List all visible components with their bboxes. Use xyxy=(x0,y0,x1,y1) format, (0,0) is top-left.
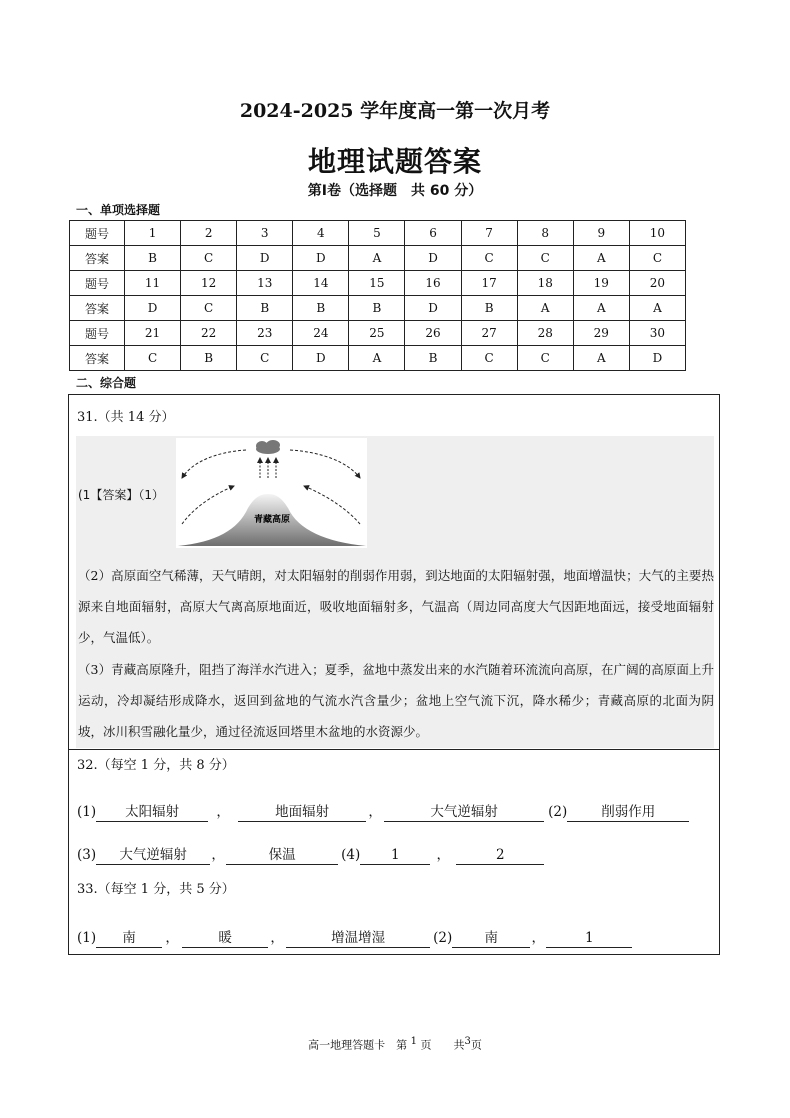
plateau-label: 青藏高原 xyxy=(253,515,291,525)
answer-cell: C xyxy=(237,346,293,371)
q32-blank8: 2 xyxy=(456,847,544,865)
answer-cell: A xyxy=(349,246,405,271)
answer-table-row xyxy=(70,221,686,246)
answer-cell: D xyxy=(405,296,461,321)
row-label: 题号 xyxy=(70,221,125,246)
answer-cell: 4 xyxy=(293,221,349,246)
answer-cell: 25 xyxy=(349,321,405,346)
q32-blank3: 大气逆辐射 xyxy=(384,804,544,822)
q31-answer-part2: （2）高原面空气稀薄，天气晴朗，对太阳辐射的削弱作用弱，到达地面的太阳辐射强，地面增温快；大气的主要热源来自地面辐射，高原大气离高原地面近，吸收地面辐射多，气温高（周边同高度大气因距地面远，接受地面辐射少，气温低）。 xyxy=(78,568,714,645)
answer-cell: 24 xyxy=(293,321,349,346)
answer-cell: 2 xyxy=(181,221,237,246)
footer-suffix: 页 xyxy=(470,1038,482,1052)
footer-total-pages: 3 xyxy=(464,1036,471,1047)
answer-cell: A xyxy=(573,246,629,271)
row-label: 答案 xyxy=(70,346,125,371)
footer-prefix: 高一地理答题卡 第 xyxy=(308,1038,408,1052)
rising-air-arrows xyxy=(260,458,276,478)
row-label: 答案 xyxy=(70,246,125,271)
answer-cell: B xyxy=(181,346,237,371)
answer-cell: C xyxy=(181,246,237,271)
q33-blank4: 南 xyxy=(452,930,530,948)
q32-header: 32.（每空 1 分，共 8 分） xyxy=(77,758,235,773)
answer-cell: 1 xyxy=(125,221,181,246)
answer-cell: 21 xyxy=(125,321,181,346)
answer-cell: A xyxy=(573,346,629,371)
section2-heading: 二、综合题 xyxy=(76,376,137,390)
answer-cell: 17 xyxy=(461,271,517,296)
answer-cell: 28 xyxy=(517,321,573,346)
q33-blank5: 1 xyxy=(546,930,632,948)
q32-blank7: 1 xyxy=(360,847,430,865)
answer-cell: 30 xyxy=(629,321,685,346)
answer-cell: 20 xyxy=(629,271,685,296)
q32-blank6: 保温 xyxy=(226,847,338,865)
answer-cell: C xyxy=(517,246,573,271)
q33-blank2: 暖 xyxy=(182,930,268,948)
q32-blank1: 太阳辐射 xyxy=(96,804,208,822)
q33-header: 33.（每空 1 分，共 5 分） xyxy=(77,882,235,897)
answer-cell: B xyxy=(125,246,181,271)
exam-title: 2024-2025 学年度高一第一次月考 xyxy=(239,100,551,122)
answer-cell: 14 xyxy=(293,271,349,296)
answer-cell: 23 xyxy=(237,321,293,346)
answer-cell: A xyxy=(629,296,685,321)
answer-cell: 22 xyxy=(181,321,237,346)
part1-title: 第Ⅰ卷（选择题 共 60 分） xyxy=(307,183,483,199)
q32-marker2: (2) xyxy=(548,804,568,820)
answer-cell: 6 xyxy=(405,221,461,246)
answer-cell: D xyxy=(125,296,181,321)
answer-cell: 12 xyxy=(181,271,237,296)
answer-cell: C xyxy=(125,346,181,371)
answer-cell: D xyxy=(405,246,461,271)
q32-answer-row1: (1) 太阳辐射 ， 地面辐射 ， 大气逆辐射 (2) 削弱作用 xyxy=(77,800,689,822)
answer-cell: 15 xyxy=(349,271,405,296)
q32-marker3: (3) xyxy=(77,847,97,863)
answer-cell: 16 xyxy=(405,271,461,296)
footer-page-number: 1 xyxy=(410,1036,417,1047)
section1-heading: 一、单项选择题 xyxy=(76,203,161,217)
answer-cell: 13 xyxy=(237,271,293,296)
answer-cell: D xyxy=(629,346,685,371)
q33-blank1: 南 xyxy=(96,930,162,948)
answer-table xyxy=(69,220,686,371)
q31-answer-part3: （3）青藏高原隆升，阻挡了海洋水汽进入；夏季，盆地中蒸发出来的水汽随着环流流向高原，在广阔的高原面上升运动，冷却凝结形成降水，返回到盆地的气流水汽含量少；盆地上空气流下沉，降水稀少；青藏高原的北面为阴坡，冰川积雪融化量少，通过径流返回塔里木盆地的水资源少。 xyxy=(78,662,714,739)
answer-table-row xyxy=(70,271,686,296)
q32-blank4: 削弱作用 xyxy=(567,804,689,822)
answer-table-row xyxy=(70,346,686,371)
page-footer xyxy=(0,1036,790,1053)
q32-blank5: 大气逆辐射 xyxy=(96,847,210,865)
answer-cell: C xyxy=(461,246,517,271)
answer-cell: 5 xyxy=(349,221,405,246)
q33-answer-row: (1) 南 ， 暖 ， 增温增湿 (2) 南 ， 1 xyxy=(77,926,632,948)
answer-cell: 7 xyxy=(461,221,517,246)
cloud-icon xyxy=(256,440,280,454)
answer-cell: C xyxy=(461,346,517,371)
answer-cell: A xyxy=(349,346,405,371)
answer-cell: D xyxy=(237,246,293,271)
answer-cell: C xyxy=(517,346,573,371)
q32-marker1: (1) xyxy=(77,804,97,820)
answer-cell: A xyxy=(517,296,573,321)
answer-cell: 27 xyxy=(461,321,517,346)
answer-cell: D xyxy=(293,346,349,371)
q32-answer-row2: (3) 大气逆辐射 ， 保温 (4) 1 ， 2 xyxy=(77,843,544,865)
q33-blank3: 增温增湿 xyxy=(286,930,430,948)
row-label: 题号 xyxy=(70,271,125,296)
answer-cell: 10 xyxy=(629,221,685,246)
answer-cell: B xyxy=(293,296,349,321)
q31-header: 31.（共 14 分） xyxy=(77,410,175,425)
row-label: 题号 xyxy=(70,321,125,346)
answer-cell: 9 xyxy=(573,221,629,246)
section-divider xyxy=(68,749,720,750)
answer-cell: 11 xyxy=(125,271,181,296)
answer-cell: B xyxy=(349,296,405,321)
answer-cell: 18 xyxy=(517,271,573,296)
answer-table-row xyxy=(70,321,686,346)
q32-blank2: 地面辐射 xyxy=(238,804,366,822)
answer-cell: 19 xyxy=(573,271,629,296)
q31-answer-label: (1【答案】（1） xyxy=(78,488,164,502)
answer-cell: 26 xyxy=(405,321,461,346)
answer-cell: 3 xyxy=(237,221,293,246)
footer-middle: 页 共 xyxy=(420,1038,465,1052)
answer-cell: 8 xyxy=(517,221,573,246)
answer-cell: A xyxy=(573,296,629,321)
answer-cell: C xyxy=(181,296,237,321)
q33-marker2: (2) xyxy=(433,930,453,946)
answer-cell: B xyxy=(237,296,293,321)
answer-cell: 29 xyxy=(573,321,629,346)
plateau-diagram xyxy=(176,438,367,548)
answer-table-row xyxy=(70,246,686,271)
q32-marker4: (4) xyxy=(341,847,361,863)
answer-cell: B xyxy=(405,346,461,371)
answer-cell: B xyxy=(461,296,517,321)
row-label: 答案 xyxy=(70,296,125,321)
answer-cell: D xyxy=(293,246,349,271)
subject-title: 地理试题答案 xyxy=(307,145,482,178)
answer-cell: C xyxy=(629,246,685,271)
q33-marker1: (1) xyxy=(77,930,97,946)
answer-table-row xyxy=(70,296,686,321)
